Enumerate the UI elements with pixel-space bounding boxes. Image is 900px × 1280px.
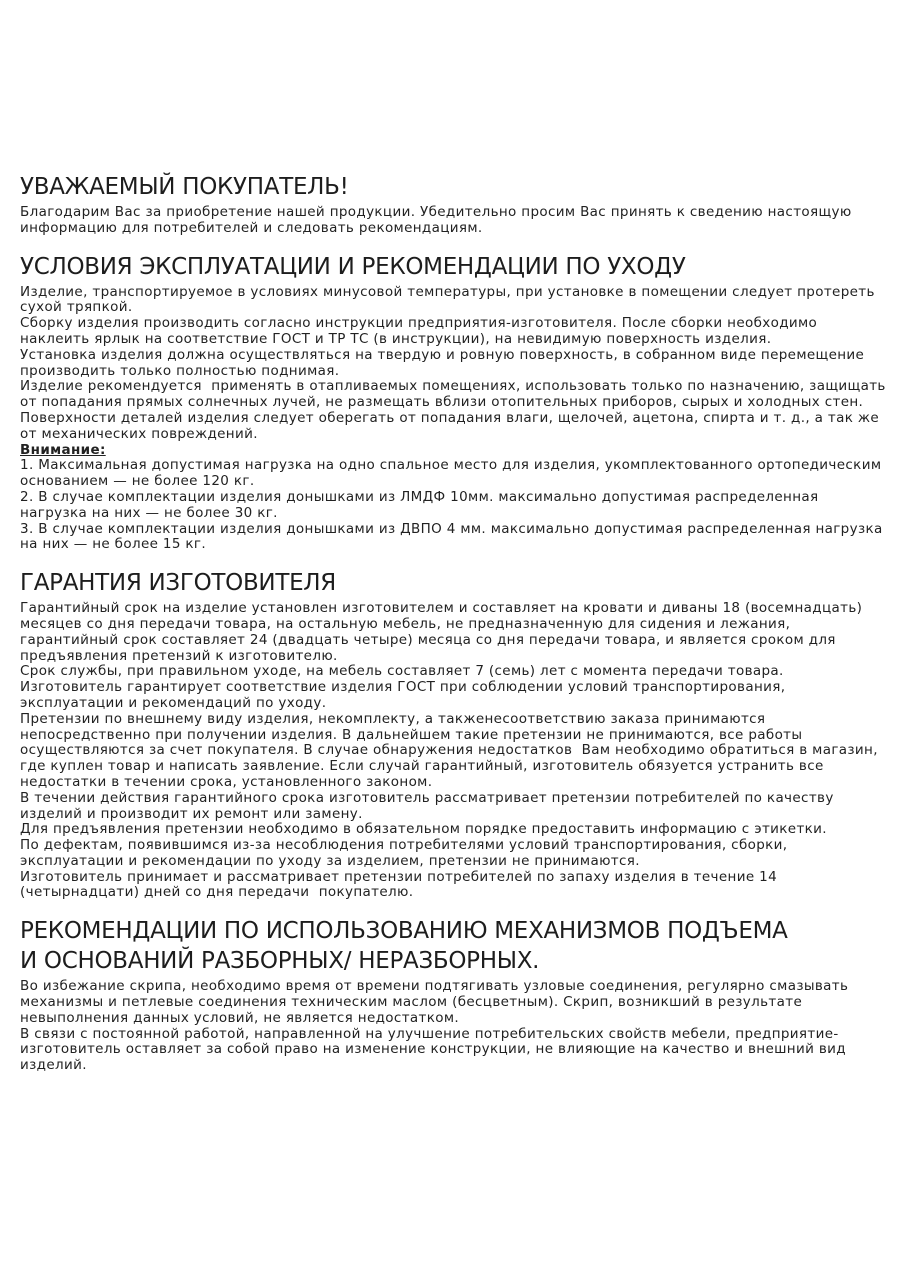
usage-paragraph: Установка изделия должна осуществляться на твердую и ровную поверхность, в собранном виде перемещение производить только полностью поднимая. bbox=[20, 346, 869, 379]
section-usage-conditions bbox=[20, 252, 891, 554]
section-mechanisms bbox=[20, 916, 886, 1074]
warning-label: Внимание: bbox=[20, 441, 106, 458]
warranty-paragraph: Изготовитель принимает и рассматривает претензии потребителей по запаху изделия в течение 14 (четырнадцати) дней со дня передачи покупателю. bbox=[20, 868, 782, 901]
warranty-paragraph: Претензии по внешнему виду изделия, некомплекту, а такженесоответствию заказа принимаются непосредственно при получении изделия. В дальнейшем такие претензии не принимаются, все работы осуществляются за счет покупателя. В случае обнаружения недостатков Вам необходимо обратиться в магазин, где куплен товар и написать заявление. Если случай гарантийный, изготовитель обязуется устранить все недостатки в течении срока, установленного законом. bbox=[20, 710, 883, 790]
warranty-heading: ГАРАНТИЯ ИЗГОТОВИТЕЛЯ bbox=[20, 570, 336, 597]
mechanisms-paragraph: Во избежание скрипа, необходимо время от времени подтягивать узловые соединения, регулярно смазывать механизмы и петлевые соединения техническим маслом (бесцветным). Скрип, возникший в результате невыполнения данных условий, не является недостатком. bbox=[20, 978, 853, 1026]
warranty-paragraph: Изготовитель гарантирует соответствие изделия ГОСТ при соблюдении условий транспортирования, эксплуатации и рекомендаций по уходу. bbox=[20, 679, 791, 711]
usage-paragraph: Сборку изделия производить согласно инструкции предприятия-изготовителя. После сборки необходимо наклеить ярлык на соответствие ГОСТ и ТР ТС (в инструкции), на невидимую поверхность изделия. bbox=[20, 315, 822, 347]
usage-conditions-heading: УСЛОВИЯ ЭКСПЛУАТАЦИИ И РЕКОМЕНДАЦИИ ПО УХОДУ bbox=[20, 253, 686, 280]
warranty-paragraph: Гарантийный срок на изделие установлен изготовителем и составляет на кровати и диваны 18 (восемнадцать) месяцев со дня передачи товара, на остальную мебель, не предназначенную для сидения и лежания, гарантийный срок составляет 24 (двадцать четыре) месяца со дня передачи товара, и является сроком для предъявления претензий к изготовителю. bbox=[20, 600, 867, 664]
greeting-heading: УВАЖАЕМЫЙ ПОКУПАТЕЛЬ! bbox=[20, 174, 349, 200]
greeting-paragraph: Благодарим Вас за приобретение нашей продукции. Убедительно просим Вас принять к сведению настоящую информацию для потребителей и следовать рекомендациям. bbox=[20, 204, 857, 236]
mechanisms-heading bbox=[20, 916, 872, 976]
warranty-paragraph: Срок службы, при правильном уходе, на мебель составляет 7 (семь) лет с момента передачи товара. bbox=[20, 663, 784, 680]
warranty-paragraph: Для предъявления претензии необходимо в обязательном порядке предоставить информацию с этикетки. bbox=[20, 821, 827, 838]
warning-item: 1. Максимальная допустимая нагрузка на одно спальное место для изделия, укомплектованного ортопедическим основанием — не более 120 кг. bbox=[20, 457, 887, 490]
mechanisms-paragraph: В связи с постоянной работой, направленной на улучшение потребительских свойств мебели, предприятие-изготовитель оставляет за собой право на изменение конструкции, не влияющие на качество и внешний вид изделий. bbox=[20, 1025, 851, 1074]
mechanisms-heading-line-2: И ОСНОВАНИЙ РАЗБОРНЫХ/ НЕРАЗБОРНЫХ. bbox=[20, 948, 540, 975]
warranty-paragraph: По дефектам, появившимся из-за несоблюдения потребителями условий транспортирования, сборки, эксплуатации и рекомендации по уходу за изделием, претензии не принимаются. bbox=[20, 837, 793, 869]
warranty-paragraph: В течении действия гарантийного срока изготовитель рассматривает претензии потребителей по качеству изделий и производит их ремонт или замену. bbox=[20, 789, 839, 822]
warning-item: 2. В случае комплектации изделия донышками из ЛМДФ 10мм. максимально допустимая распределенная нагрузка на них — не более 30 кг. bbox=[20, 488, 824, 521]
usage-paragraph: Изделие рекомендуется применять в отапливаемых помещениях, использовать только по назначению, защищать от попадания прямых солнечных лучей, не размещать вблизи отопительных приборов, сырых и холодных стен. bbox=[20, 378, 891, 411]
mechanisms-heading-line-1: РЕКОМЕНДАЦИИ ПО ИСПОЛЬЗОВАНИЮ МЕХАНИЗМОВ ПОДЪЕМА bbox=[20, 918, 788, 945]
section-warranty bbox=[20, 568, 886, 901]
usage-paragraph: Изделие, транспортируемое в условиях минусовой температуры, при установке в помещении следует протереть сухой тряпкой. bbox=[20, 283, 880, 316]
usage-paragraph: Поверхности деталей изделия следует оберегать от попадания влаги, щелочей, ацетона, спирта и т. д., а так же от механических повреждений. bbox=[20, 409, 884, 442]
warning-item: 3. В случае комплектации изделия донышками из ДВПО 4 мм. максимально допустимая распределенная нагрузка на них — не более 15 кг. bbox=[20, 520, 888, 553]
section-greeting bbox=[20, 172, 886, 237]
